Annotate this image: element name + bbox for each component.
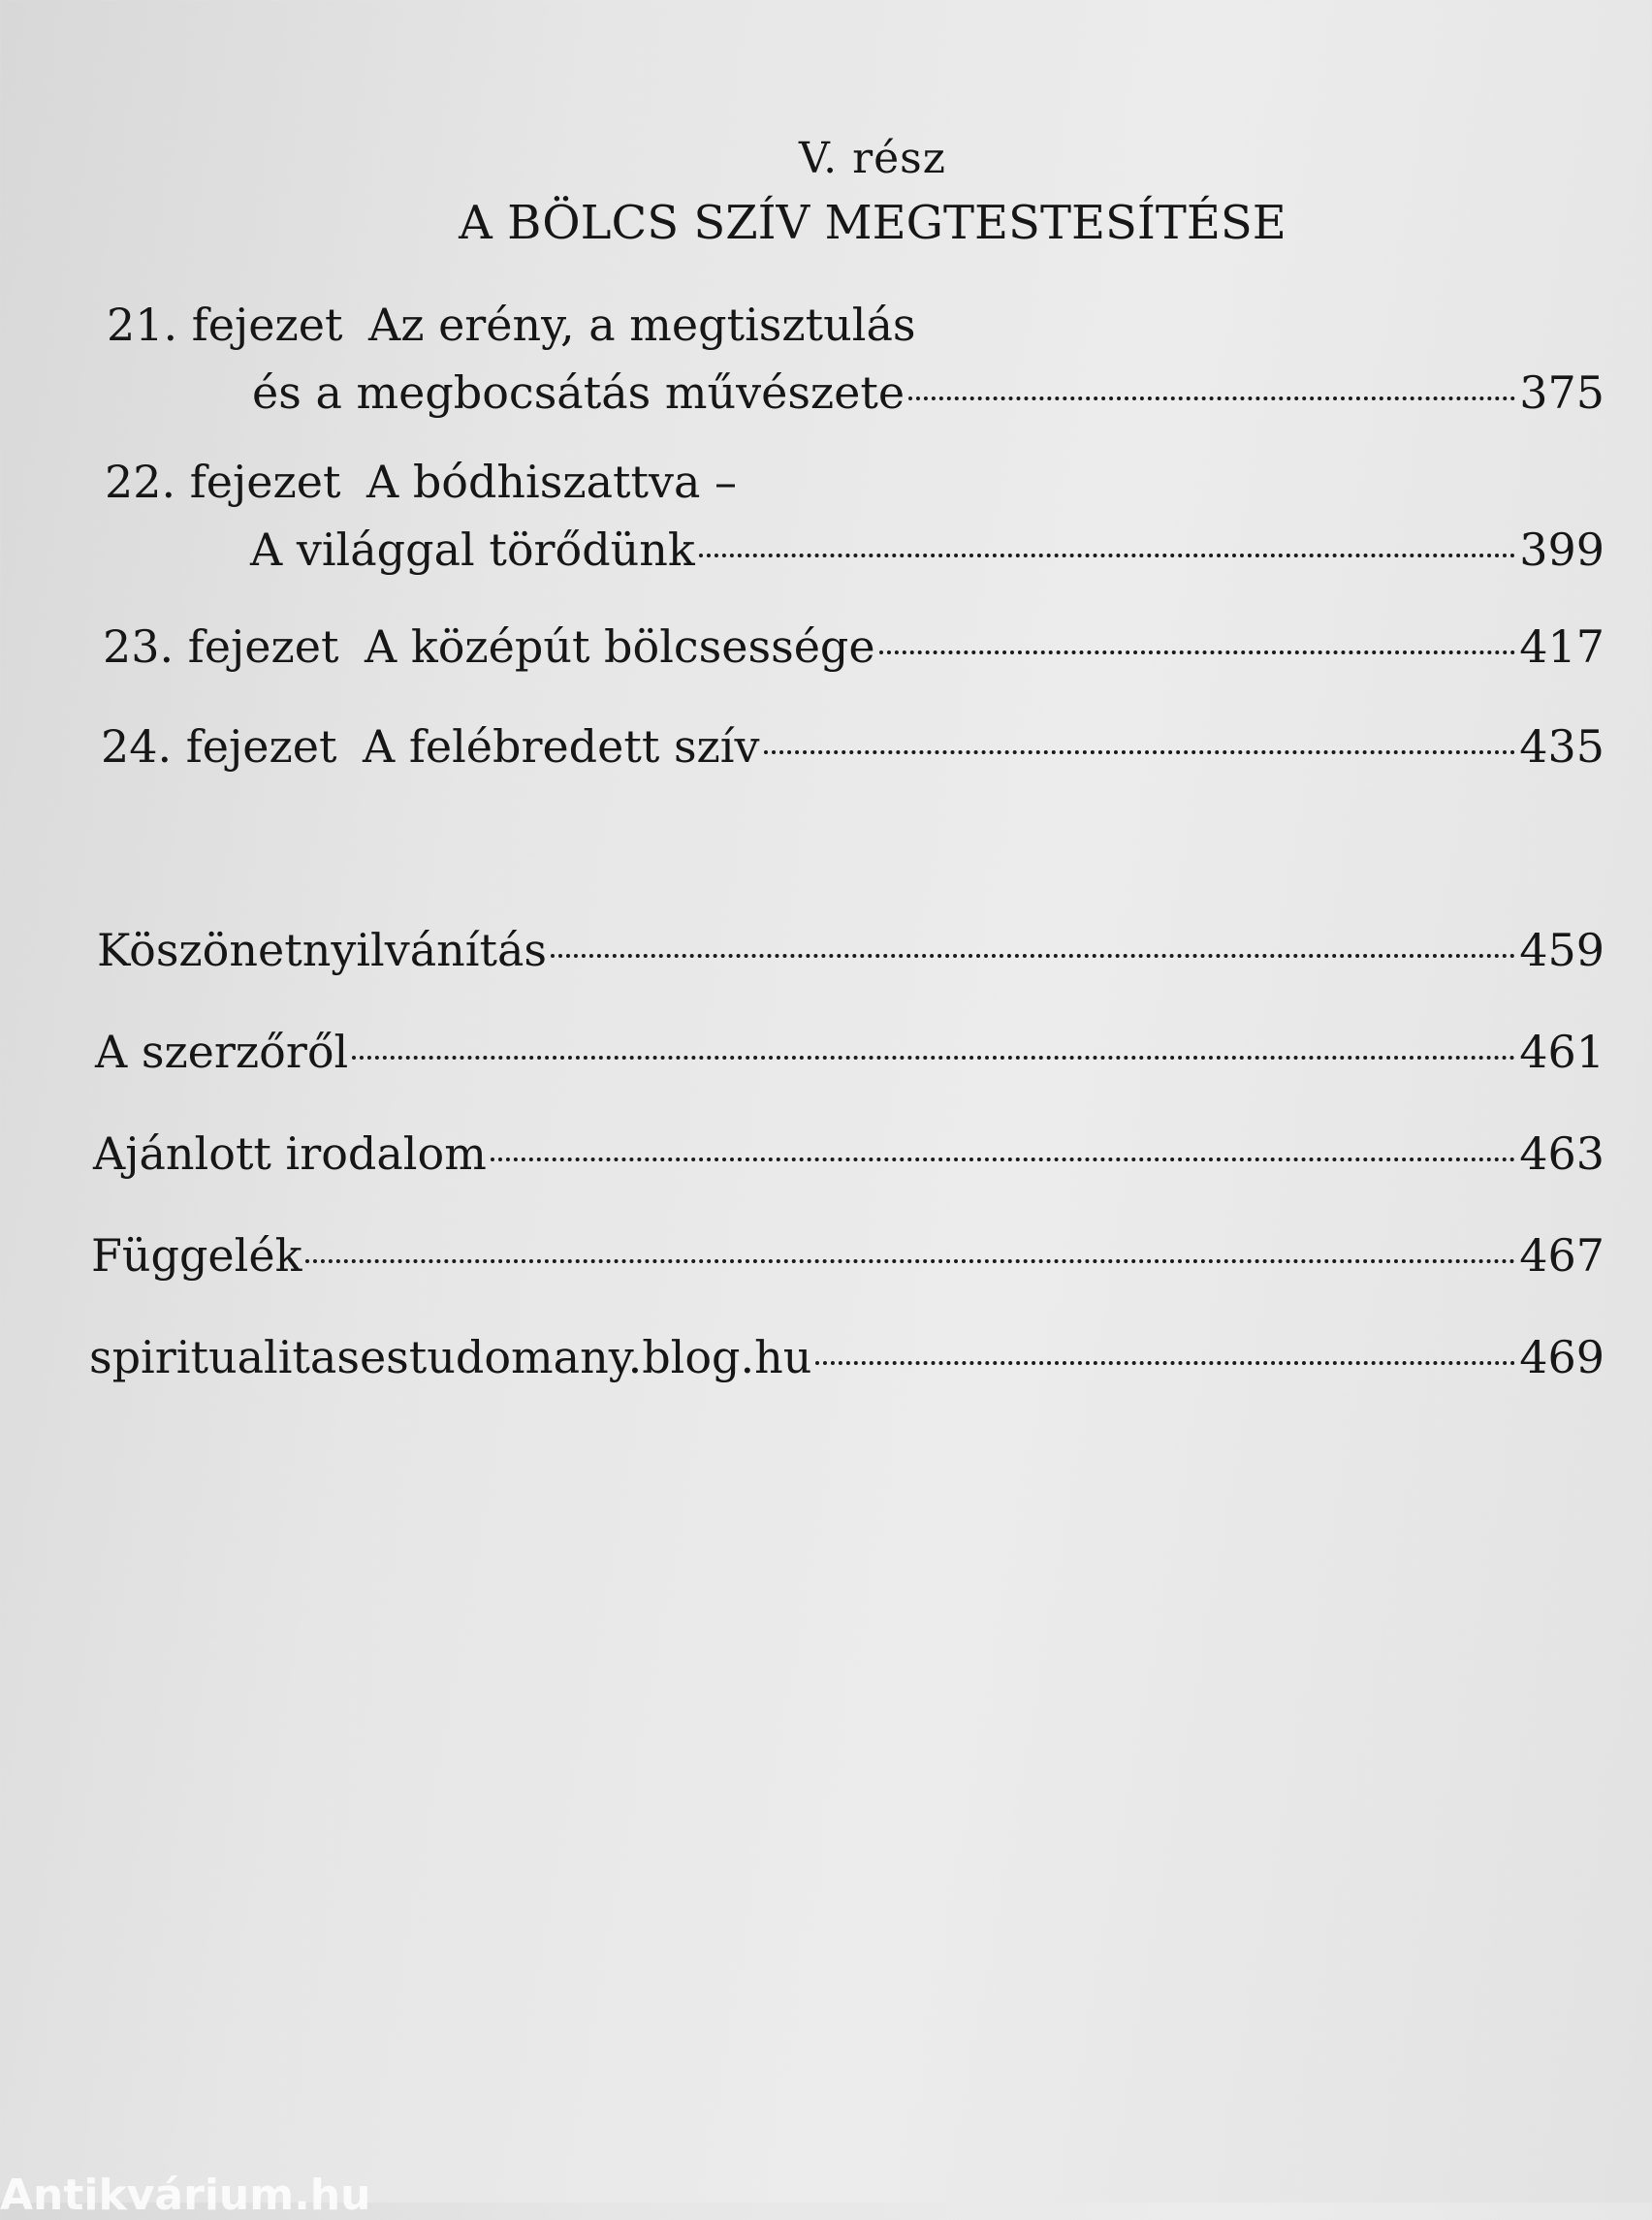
chapter-number: 22. fejezet [105, 456, 341, 508]
chapter-title-line-1: Az erény, a megtisztulás [368, 299, 916, 351]
toc-entry-about-author [95, 1023, 1604, 1081]
chapter-title-line-1: A bódhiszattva – [366, 456, 738, 508]
dot-leader [699, 554, 1515, 557]
page-number: 459 [1519, 924, 1604, 976]
page-number: 469 [1519, 1331, 1604, 1383]
dot-leader [764, 750, 1516, 754]
part-title: A BÖLCS SZÍV MEGTESTESÍTÉSE [459, 196, 1287, 250]
page-number: 417 [1519, 620, 1604, 673]
entry-title: spiritualitasestudomany.blog.hu [89, 1331, 812, 1383]
toc-entry-acknowledgements [97, 921, 1604, 979]
chapter-title: A felébredett szív [363, 720, 760, 773]
toc-entry-blog [89, 1328, 1604, 1386]
chapter-title-line-2: és a megbocsátás művészete [252, 366, 905, 419]
dot-leader [551, 954, 1515, 958]
page-number: 467 [1519, 1229, 1604, 1282]
toc-entry-chapter-24 [101, 717, 1604, 776]
chapter-number: 21. fejezet [107, 299, 343, 351]
chapter-title: A középút bölcsessége [365, 620, 875, 673]
entry-title: Ajánlott irodalom [93, 1127, 487, 1180]
chapter-number: 24. fejezet [101, 720, 337, 773]
page-number: 461 [1519, 1026, 1604, 1078]
entry-title: Függelék [91, 1229, 302, 1282]
toc-entry-appendix [91, 1226, 1604, 1284]
dot-leader [491, 1158, 1515, 1161]
chapter-number: 23. fejezet [103, 620, 339, 673]
page-number: 463 [1519, 1127, 1604, 1180]
page-number: 435 [1519, 720, 1604, 773]
page-number: 375 [1519, 366, 1604, 419]
dot-leader [352, 1056, 1515, 1060]
entry-title: Köszönetnyilvánítás [97, 924, 547, 976]
toc-entry-recommended-reading [93, 1125, 1604, 1183]
chapter-title-line-2: A világgal törődünk [250, 523, 695, 576]
toc-entry-chapter-22 [105, 453, 1604, 579]
toc-entry-chapter-21 [107, 296, 1604, 422]
entry-title: A szerzőről [95, 1026, 349, 1078]
page-number: 399 [1519, 523, 1604, 576]
dot-leader [305, 1259, 1515, 1263]
toc-entry-chapter-23 [103, 618, 1604, 676]
watermark-logo: Antikvárium.hu [0, 2171, 371, 2220]
dot-leader [815, 1361, 1515, 1365]
dot-leader [908, 396, 1515, 400]
dot-leader [879, 650, 1516, 654]
part-label: V. rész [799, 134, 946, 183]
